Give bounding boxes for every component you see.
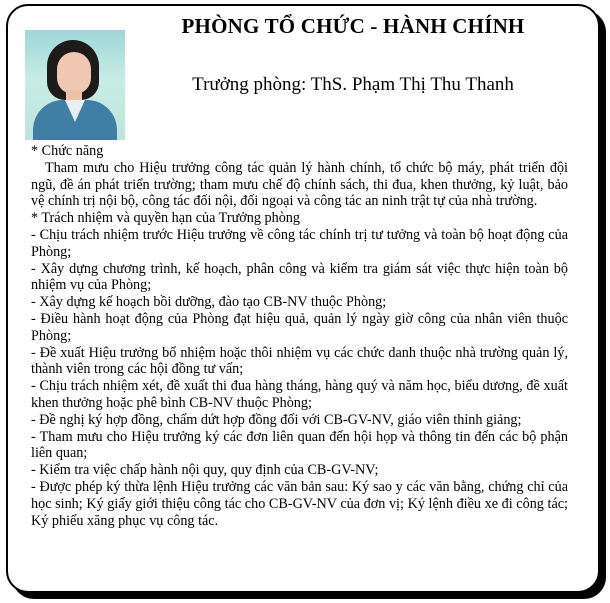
content-body: [31, 143, 568, 529]
duty-item: - Đề nghị ký hợp đồng, chấm dứt hợp đồng đối với CB-GV-NV, giáo viên thỉnh giảng;: [31, 411, 522, 428]
duties-heading: * Trách nhiệm và quyền hạn của Trưởng phòng: [31, 210, 300, 227]
duty-item: - Xây dựng chương trình, kế hoạch, phân công và kiểm tra giám sát việc thực hiện toàn bộ nhiệm vụ của Phòng;: [31, 260, 568, 294]
function-text: Tham mưu cho Hiệu trưởng công tác quản lý hành chính, tổ chức bộ máy, phát triển đội ngũ, đề án phát triển trường; tham mưu chế độ chính sách, thi đua, khen thưởng, kỷ luật, bảo vệ chính trị nội bộ, công tác đối nội, đối ngoại và công tác an ninh trật tự của nhà trường.: [31, 159, 568, 210]
duty-item: - Điều hành hoạt động của Phòng đạt hiệu quả, quản lý ngày giờ công của nhân viên thuộc Phòng;: [31, 310, 568, 344]
duty-item: - Được phép ký thừa lệnh Hiệu trưởng các văn bản sau: Ký sao y các văn bằng, chứng chỉ của học sinh; Ký giấy giới thiệu công tác cho CB-GV-NV của đơn vị; Ký lệnh điều xe đi công tác; Ký phiếu xăng phục vụ công tác.: [31, 478, 568, 529]
duty-item: - Kiểm tra việc chấp hành nội quy, quy định của CB-GV-NV;: [31, 462, 379, 479]
portrait-photo: [25, 30, 125, 140]
duty-item: - Chịu trách nhiệm trước Hiệu trưởng về công tác chính trị tư tưởng và toàn bộ hoạt động của Phòng;: [31, 226, 568, 260]
function-heading: * Chức năng: [31, 143, 104, 159]
portrait-face: [57, 52, 91, 94]
department-head: Trưởng phòng: ThS. Phạm Thị Thu Thanh: [192, 74, 514, 95]
duty-item: - Xây dựng kế hoạch bồi dưỡng, đào tạo CB-NV thuộc Phòng;: [31, 294, 387, 311]
duty-item: - Đề xuất Hiệu trưởng bổ nhiệm hoặc thôi nhiệm vụ các chức danh thuộc nhà trường quản lý, thành viên trong các hội đồng tư vấn;: [31, 344, 568, 378]
duty-item: - Tham mưu cho Hiệu trưởng ký các đơn liên quan đến hội họp và thông tin đến các bộ phận liên quan;: [31, 428, 568, 462]
duty-item: - Chịu trách nhiệm xét, đề xuất thi đua hàng tháng, hàng quý và năm học, biểu dương, đề xuất khen thưởng hoặc phê bình CB-NV thuộc Phòng;: [31, 378, 568, 411]
page-title: PHÒNG TỔ CHỨC - HÀNH CHÍNH: [181, 14, 525, 38]
